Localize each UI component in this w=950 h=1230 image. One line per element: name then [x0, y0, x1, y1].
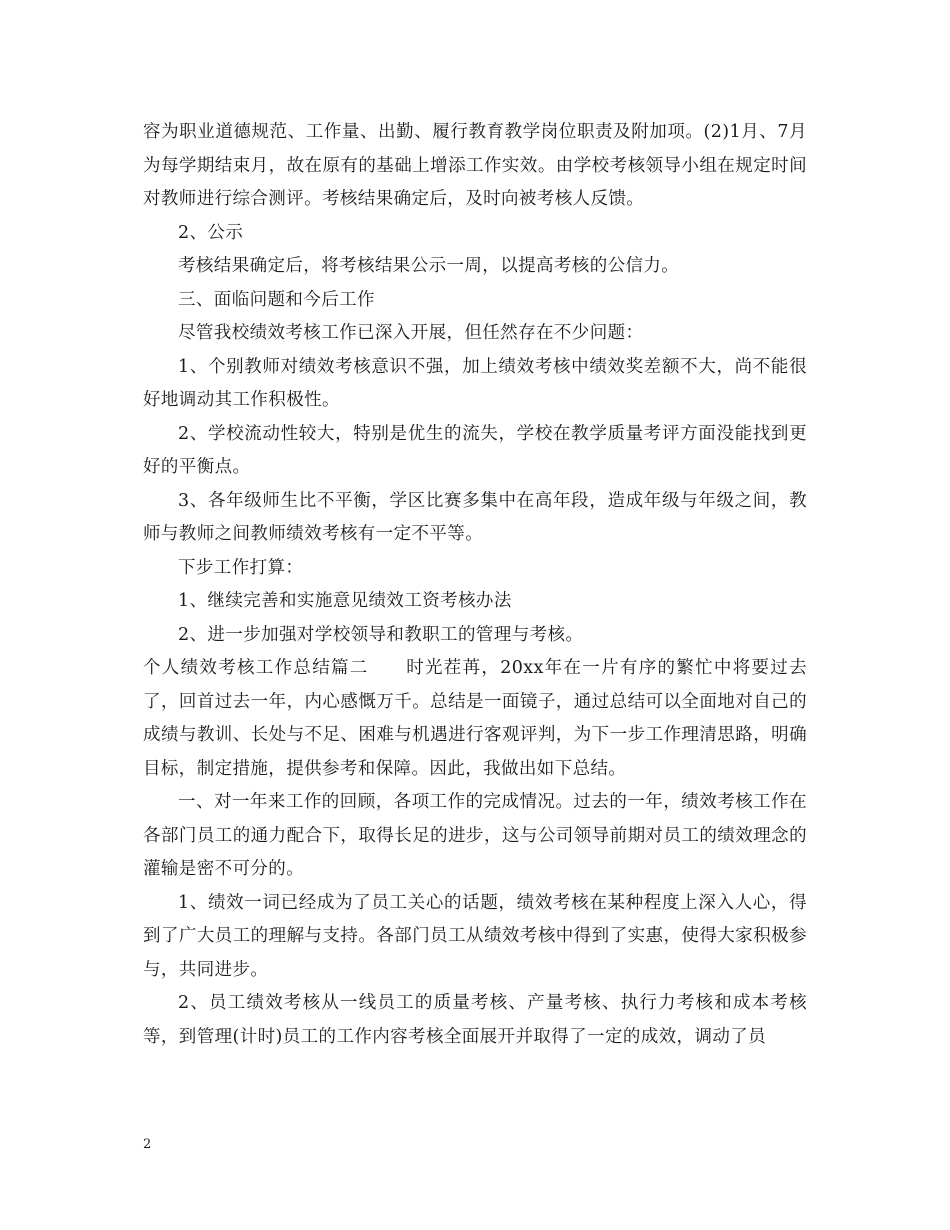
document-body	[143, 116, 807, 1054]
paragraph-3: 考核结果确定后，将考核结果公示一周，以提高考核的公信力。	[178, 256, 680, 276]
paragraph-9: 下步工作打算：	[178, 557, 304, 578]
section-heading: 三、面临问题和今后工作	[178, 289, 375, 310]
paragraph-7: 2、学校流动性较大，特别是优生的流失，学校在教学质量考评方面没能找到更好的平衡点。	[143, 423, 807, 477]
paragraph-12: 个人绩效考核工作总结篇二 时光茬苒，20xx年在一片有序的繁忙中将要过去了，回首过去一年，内心感慨万千。总结是一面镜子，通过总结可以全面地对自己的成绩与教训、长处与不足、困难与机遇进行客观评判，为下一步工作理清思路，明确目标，制定措施，提供参考和保障。因此，我做出如下总结。	[143, 658, 807, 779]
paragraph-6: 1、个别教师对绩效考核意识不强，加上绩效考核中绩效奖差额不大，尚不能很好地调动其工作积极性。	[143, 356, 807, 410]
paragraph-2: 2、公示	[178, 222, 244, 243]
paragraph-13: 一、对一年来工作的回顾，各项工作的完成情况。过去的一年，绩效考核工作在各部门员工的通力配合下，取得长足的进步，这与公司领导前期对员工的绩效理念的灌输是密不可分的。	[143, 792, 807, 879]
paragraph-11: 2、进一步加强对学校领导和教职工的管理与考核。	[178, 624, 584, 645]
paragraph-14: 1、绩效一词已经成为了员工关心的话题，绩效考核在某种程度上深入人心，得到了广大员工的理解与支持。各部门员工从绩效考核中得到了实惠，使得大家积极参与，共同进步。	[143, 892, 807, 980]
paragraph-15: 2、员工绩效考核从一线员工的质量考核、产量考核、执行力考核和成本考核等，到管理(计时)员工的工作内容考核全面展开并取得了一定的成效，调动了员	[143, 993, 807, 1047]
paragraph-1: 容为职业道德规范、工作量、出勤、履行教育教学岗位职责及附加项。(2)1月、7月为每学期结束月，故在原有的基础上增添工作实效。由学校考核领导小组在规定时间对教师进行综合测评。考核结果确定后，及时向被考核人反馈。	[143, 122, 807, 209]
paragraph-8: 3、各年级师生比不平衡，学区比赛多集中在高年段，造成年级与年级之间，教师与教师之间教师绩效考核有一定不平等。	[143, 490, 807, 544]
paragraph-5: 尽管我校绩效考核工作已深入开展，但任然存在不少问题：	[178, 323, 644, 343]
page-number: 2	[143, 1137, 152, 1152]
paragraph-10: 1、继续完善和实施意见绩效工资考核办法	[178, 591, 512, 611]
